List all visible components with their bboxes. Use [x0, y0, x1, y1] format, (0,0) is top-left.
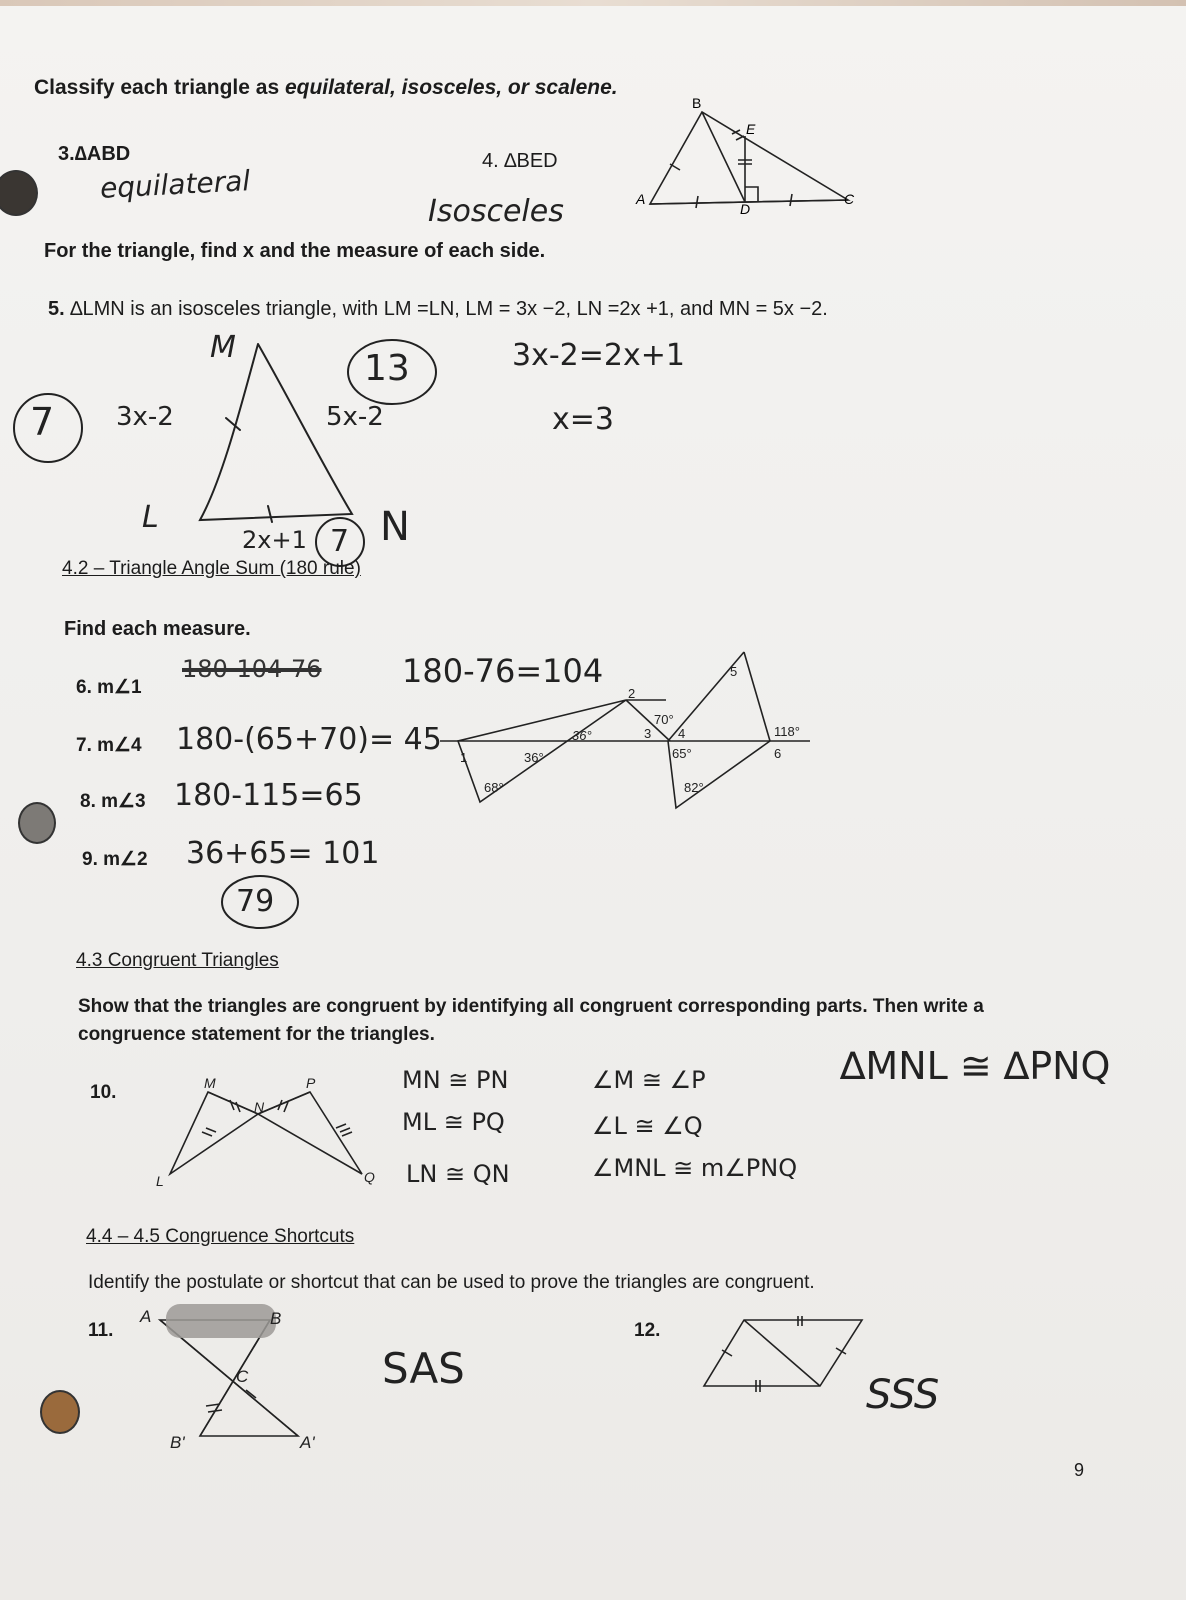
smudge-mark	[166, 1304, 276, 1338]
shortcut-instruction: Identify the postulate or shortcut that can be used to prove the triangles are congruent.	[88, 1272, 815, 1293]
fig10-label-m: M	[204, 1075, 216, 1091]
fig10-label-q: Q	[364, 1169, 375, 1185]
equation-work: 3x-2=2x+1	[512, 338, 685, 373]
section-4-3-title: 4.3 Congruent Triangles	[76, 950, 279, 971]
congruent-instruction-line2: congruence statement for the triangles.	[78, 1024, 435, 1045]
fig10-label-n: N	[254, 1099, 265, 1115]
find-x-instruction: For the triangle, find x and the measure of each side.	[44, 240, 546, 262]
fig11-label-b: B	[270, 1309, 282, 1328]
q9-circle-mark	[218, 872, 302, 932]
binder-hole-middle	[18, 802, 56, 844]
angle-label-3: 3	[644, 726, 652, 741]
fig-label-d: D	[740, 201, 751, 217]
angle-label-68: 68°	[484, 780, 504, 795]
angle-label-5: 5	[730, 664, 738, 679]
angle-label-36-printed: 36°	[524, 750, 544, 765]
q6-answer: 180-76=104	[402, 652, 604, 690]
q9-label: 9. m∠2	[82, 849, 148, 870]
q10-label: 10.	[90, 1082, 117, 1103]
angle-label-118: 118°	[774, 724, 800, 739]
fig-label-a: A	[636, 191, 646, 207]
parallelogram-figure	[700, 1316, 870, 1396]
angle-label-82: 82°	[684, 780, 704, 795]
fig11-label-a-prime: A'	[300, 1433, 315, 1452]
angle-label-2: 2	[628, 686, 636, 701]
q5-number: 5.	[48, 298, 65, 320]
q4-answer: Isosceles	[428, 194, 564, 229]
q3-label: 3.∆ABD	[58, 143, 131, 165]
angle-label-36-handwritten: 36°	[572, 728, 592, 743]
vertex-m: M	[210, 330, 236, 365]
congruent-angle-1: ∠M ≅ ∠P	[592, 1066, 706, 1094]
q5-text: 5. ∆LMN is an isosceles triangle, with LM =LN, LM = 3x −2, LN =2x +1, and MN = 5x −2.	[48, 298, 828, 320]
angle-sum-figure	[440, 640, 820, 820]
angle-label-70: 70°	[654, 712, 674, 727]
congruent-instruction-line1: Show that the triangles are congruent by identifying all congruent corresponding parts. Then write a	[78, 996, 984, 1017]
binder-hole-top	[0, 170, 38, 216]
q4-label: 4. ∆BED	[482, 150, 558, 172]
congruent-side-2: ML ≅ PQ	[402, 1108, 505, 1136]
vertex-l: L	[142, 500, 159, 535]
q6-label: 6. m∠1	[76, 677, 142, 698]
fig-label-c: C	[844, 191, 855, 207]
fig11-label-c: C	[236, 1367, 249, 1386]
side-ln-expression: 2x+1	[242, 526, 307, 554]
side-mn-expression: 5x-2	[326, 402, 384, 432]
q7-answer: 180-(65+70)= 45	[176, 722, 442, 757]
fig11-label-a: A	[140, 1307, 152, 1326]
q7-label: 7. m∠4	[76, 735, 142, 756]
congruent-angle-2: ∠L ≅ ∠Q	[592, 1112, 703, 1140]
circled-ln-value: 7	[330, 524, 350, 559]
q9-circled-answer: 79	[236, 884, 275, 919]
classify-instruction: Classify each triangle as equilateral, isosceles, or scalene.	[34, 76, 618, 99]
circled-lm-value: 7	[30, 400, 55, 444]
angle-label-6: 6	[774, 746, 782, 761]
find-measure-instruction: Find each measure.	[64, 618, 251, 640]
q9-answer: 36+65= 101	[186, 836, 380, 871]
fig-label-e: E	[746, 121, 756, 137]
angle-label-4: 4	[678, 726, 686, 741]
q3-answer: equilateral	[99, 164, 251, 205]
congruence-statement: ∆MNL ≅ ∆PNQ	[840, 1044, 1111, 1088]
congruent-side-1: MN ≅ PN	[402, 1066, 509, 1094]
angle-label-65: 65°	[672, 746, 692, 761]
triangle-abc-figure	[630, 92, 860, 222]
congruent-side-3: LN ≅ QN	[406, 1160, 510, 1188]
side-lm-expression: 3x-2	[116, 402, 174, 432]
circled-mn-value: 13	[364, 348, 410, 389]
q8-label: 8. m∠3	[80, 791, 146, 812]
bowtie-triangles-figure	[150, 1070, 390, 1200]
binder-hole-bottom	[40, 1390, 80, 1434]
fig10-label-l: L	[156, 1173, 164, 1189]
page-edge	[0, 0, 1186, 6]
angle-label-1: 1	[460, 750, 468, 765]
congruent-angle-3: ∠MNL ≅ m∠PNQ	[592, 1154, 798, 1182]
section-4-4-title: 4.4 – 4.5 Congruence Shortcuts	[86, 1226, 355, 1247]
solution-work: x=3	[552, 402, 614, 437]
vertex-n: N	[380, 504, 410, 550]
q11-answer: SAS	[382, 1344, 465, 1393]
q11-label: 11.	[88, 1320, 114, 1341]
q6-struck-work: 180-104-76	[182, 655, 322, 683]
fig-label-b: B	[692, 95, 702, 111]
q8-answer: 180-115=65	[174, 778, 363, 813]
hourglass-triangles-figure	[130, 1300, 330, 1460]
fig11-label-b-prime: B'	[170, 1433, 185, 1452]
fig10-label-p: P	[306, 1075, 316, 1091]
page-number: 9	[1074, 1460, 1085, 1480]
section-4-2-title: 4.2 – Triangle Angle Sum (180 rule)	[62, 558, 361, 579]
q12-label: 12.	[634, 1320, 661, 1341]
q12-answer: SSS	[866, 1372, 940, 1418]
